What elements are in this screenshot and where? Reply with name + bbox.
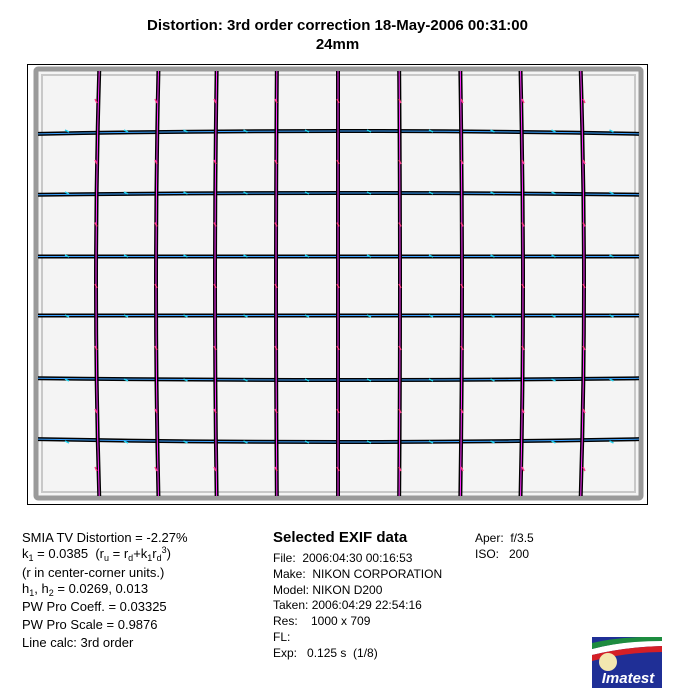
- h-values: 0.0269, 0.013: [68, 581, 149, 596]
- distortion-grid-svg: [28, 65, 649, 506]
- k1-value: 0.0385: [48, 546, 89, 561]
- exif-make: Make: NIKON CORPORATION: [273, 566, 443, 581]
- iso: ISO: 200: [475, 547, 530, 561]
- logo-dot: [599, 653, 617, 671]
- chart-title: Distortion: 3rd order correction 18-May-2006 00:31:00: [147, 17, 528, 34]
- focal-length-title: 24mm: [315, 36, 360, 53]
- exif-exp: Exp: 0.125 s (1/8): [273, 645, 378, 660]
- imatest-logo: [592, 637, 662, 688]
- pw-pro-scale: PW Pro Scale = 0.9876: [22, 617, 158, 632]
- distortion-results: [22, 530, 188, 651]
- r-units-note: (r in center-corner units.): [22, 565, 165, 580]
- exif-title: Selected EXIF data: [273, 529, 408, 546]
- exif-data: [273, 551, 442, 662]
- exif-res: Res: 1000 x 709: [273, 614, 371, 629]
- aperture: Aper: f/3.5: [475, 531, 534, 545]
- h-coefficients: $h_1$, $h_2 = 0.0269$, 0.013: [22, 581, 149, 598]
- k1-equation: $k_1 = 0.0385$ $(r_u = r_d+k_1r_d^3)$: [22, 545, 172, 563]
- exif-taken: Taken: 2006:04:29 22:54:16: [273, 598, 422, 613]
- pw-pro-coeff: PW Pro Coeff. = 0.03325: [22, 599, 167, 614]
- distortion-grid-plot: [27, 64, 648, 505]
- logo-text: Imatest: [601, 670, 655, 687]
- exif-model: Model: NIKON D200: [273, 582, 383, 597]
- smia-distortion: SMIA TV Distortion = -2.27%: [22, 530, 188, 545]
- line-calc: Line calc: 3rd order: [22, 635, 134, 650]
- imatest-logo-graphic: [592, 637, 662, 688]
- exif-file: File: 2006:04:30 00:16:53: [273, 551, 413, 565]
- camera-settings: [475, 530, 534, 562]
- exif-fl: FL:: [273, 629, 291, 644]
